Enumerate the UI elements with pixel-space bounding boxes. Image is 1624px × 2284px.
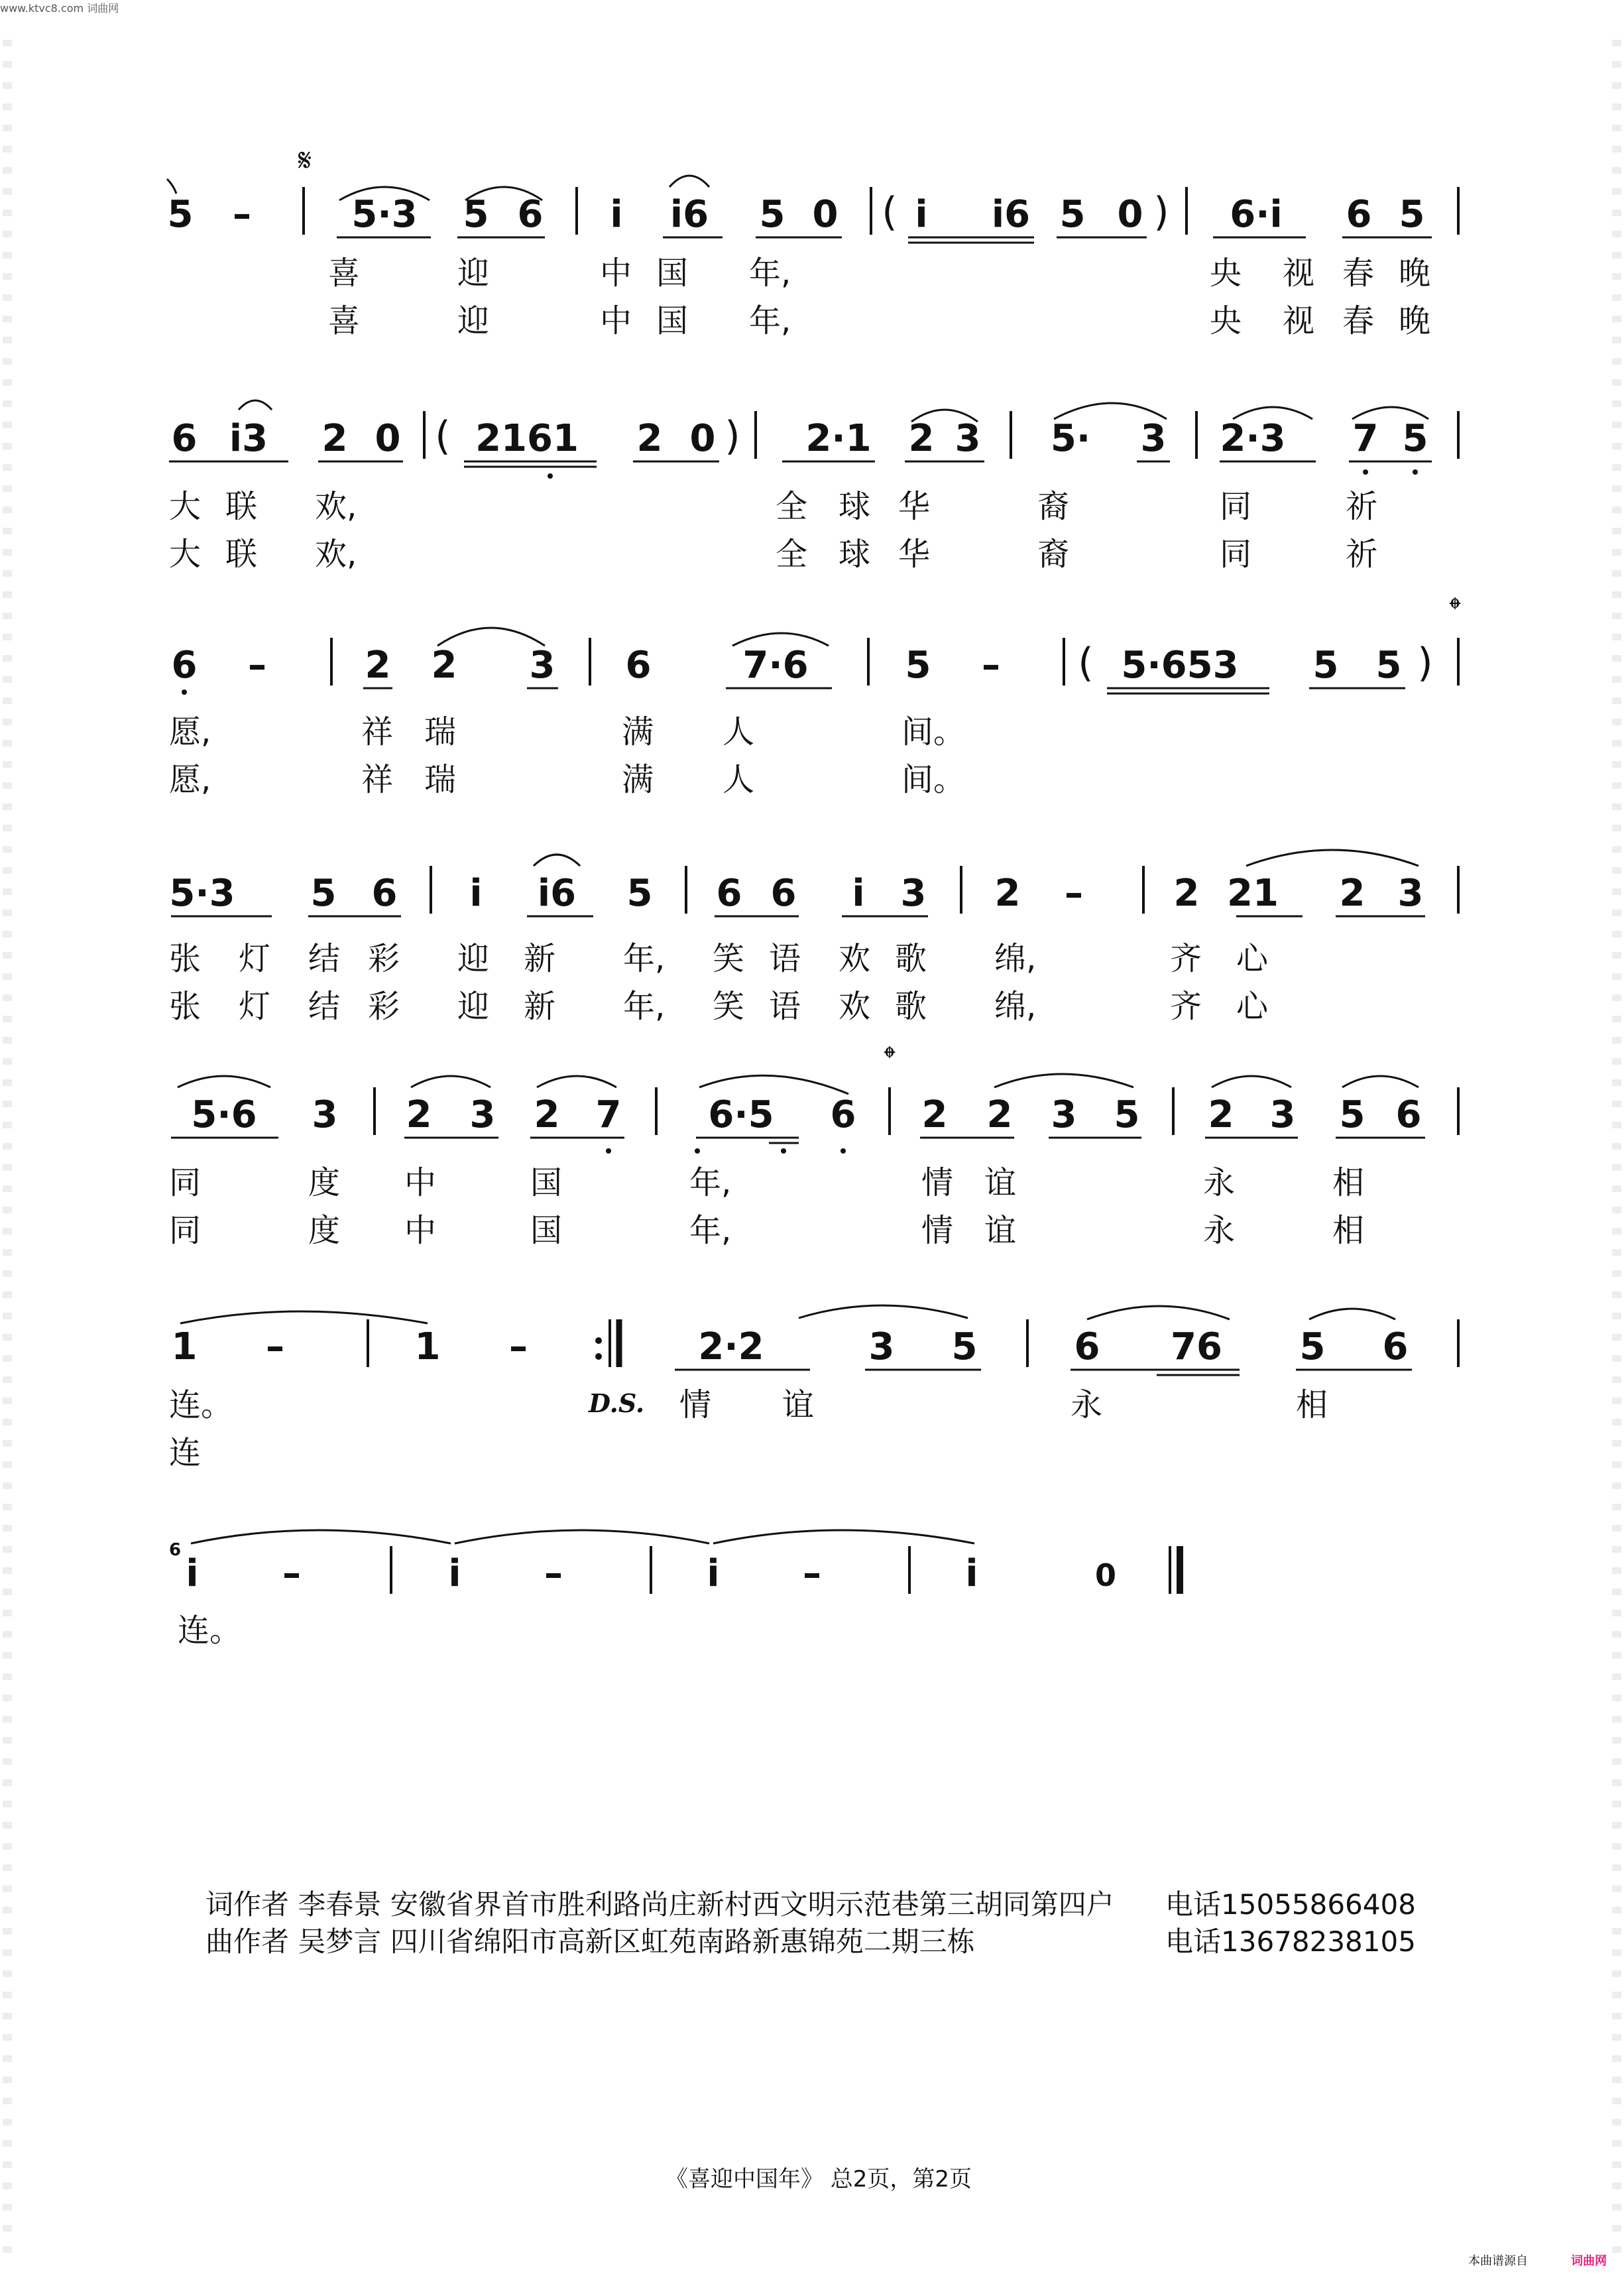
fermata-marker: 6 bbox=[169, 1540, 182, 1560]
slur bbox=[799, 1305, 968, 1318]
segno-icon: 𝄋 bbox=[298, 142, 312, 179]
slur bbox=[994, 1074, 1133, 1087]
slur bbox=[534, 855, 580, 866]
lyric: 欢 bbox=[839, 940, 871, 977]
note: 5 bbox=[1059, 193, 1086, 236]
note: 6·5 bbox=[708, 1093, 774, 1136]
note: i6 bbox=[669, 193, 709, 236]
lyric: 中 bbox=[600, 302, 632, 339]
note: 5·3 bbox=[169, 872, 235, 915]
note: 7·6 bbox=[742, 644, 809, 687]
lyric: 语 bbox=[769, 940, 801, 977]
lyric: 年, bbox=[623, 988, 666, 1025]
lyric: 瑞 bbox=[424, 761, 457, 798]
lyric: 愿, bbox=[169, 713, 211, 751]
note: i6 bbox=[537, 872, 577, 915]
note: 2 bbox=[908, 417, 935, 460]
lyric: 同 bbox=[169, 1164, 202, 1201]
note-dash: – bbox=[982, 644, 1000, 687]
lyric: 满 bbox=[622, 761, 654, 798]
lyric: 彩 bbox=[368, 940, 400, 977]
lyric: 国 bbox=[530, 1212, 563, 1249]
lyric: 中 bbox=[600, 255, 632, 292]
lyric: 祈 bbox=[1346, 536, 1378, 573]
note: 3 bbox=[1140, 417, 1167, 460]
slur bbox=[437, 628, 545, 646]
lyric: 年, bbox=[749, 255, 791, 292]
lyric: 间。 bbox=[901, 761, 966, 798]
note: 6 bbox=[830, 1093, 856, 1136]
note: i bbox=[610, 193, 623, 236]
lyric: 全 bbox=[776, 536, 808, 573]
lyric: 视 bbox=[1283, 302, 1315, 339]
note: 1 bbox=[171, 1325, 198, 1368]
note: 5 bbox=[1402, 417, 1428, 460]
slur bbox=[411, 1076, 491, 1087]
staff-row-1 bbox=[167, 142, 1458, 339]
lyric: 灯 bbox=[239, 940, 271, 977]
note: 2 bbox=[406, 1093, 432, 1136]
note: 2 bbox=[1173, 872, 1200, 915]
lyric: 迎 bbox=[457, 988, 490, 1025]
note: 3 bbox=[955, 417, 981, 460]
lyric: 祥 bbox=[361, 713, 394, 751]
note: 2161 bbox=[475, 417, 579, 460]
lyric: 欢, bbox=[315, 536, 357, 573]
lyric: 迎 bbox=[457, 255, 490, 292]
note: i bbox=[186, 1552, 199, 1595]
lyric: 迎 bbox=[457, 940, 490, 977]
lyric: 情 bbox=[921, 1164, 954, 1201]
note: 5 bbox=[1312, 644, 1339, 687]
lyric: 相 bbox=[1332, 1212, 1365, 1249]
note: 5 bbox=[463, 193, 489, 236]
lyric: 心 bbox=[1236, 988, 1269, 1025]
note: 3 bbox=[1051, 1093, 1077, 1136]
staff-row-3 bbox=[169, 591, 1461, 798]
note: i bbox=[965, 1552, 978, 1595]
note: i bbox=[469, 872, 483, 915]
lyric: 欢 bbox=[839, 988, 871, 1025]
lyric: 喜 bbox=[328, 302, 361, 339]
note: 6·i bbox=[1230, 193, 1283, 236]
lyric: 春 bbox=[1342, 302, 1375, 339]
lyric: 谊 bbox=[782, 1386, 815, 1423]
lyric: 年, bbox=[749, 302, 791, 339]
lyric: 瑞 bbox=[424, 713, 457, 751]
lyric: 国 bbox=[656, 302, 689, 339]
paren-close: ) bbox=[725, 413, 740, 459]
lyric: 结 bbox=[308, 988, 341, 1025]
low-dot bbox=[695, 1148, 700, 1154]
paren-open: ( bbox=[435, 413, 451, 459]
note: 0 bbox=[375, 417, 401, 460]
lyric: 年, bbox=[623, 940, 666, 977]
note: 5 bbox=[167, 193, 194, 236]
note: 3 bbox=[868, 1325, 895, 1368]
note: 6 bbox=[1382, 1325, 1409, 1368]
lyric: 张 bbox=[169, 940, 202, 977]
lyric: 笑 bbox=[713, 988, 745, 1025]
note-dash: – bbox=[544, 1552, 563, 1595]
lyric: 央 bbox=[1210, 302, 1242, 339]
note-dash: – bbox=[803, 1552, 821, 1595]
lyric: 裔 bbox=[1037, 488, 1070, 525]
lyric: 连。 bbox=[169, 1386, 233, 1423]
source-note: 本曲谱源自 bbox=[1468, 2254, 1528, 2268]
note: 5 bbox=[626, 872, 653, 915]
brand-logo-text: 词曲网 bbox=[1571, 2254, 1607, 2268]
note: 6 bbox=[1346, 193, 1372, 236]
slur bbox=[537, 1076, 616, 1087]
note: 6 bbox=[1074, 1325, 1100, 1368]
lyric: 球 bbox=[839, 536, 871, 573]
note: 6 bbox=[517, 193, 544, 236]
lyric: 相 bbox=[1332, 1164, 1365, 1201]
low-dot bbox=[182, 690, 187, 695]
paren-close: ) bbox=[1417, 640, 1433, 686]
note: 3 bbox=[1269, 1093, 1296, 1136]
lyric: 齐 bbox=[1170, 988, 1202, 1025]
lyric: 度 bbox=[308, 1212, 341, 1249]
lyric: 绵, bbox=[994, 988, 1037, 1025]
lyric: 连。 bbox=[178, 1612, 242, 1649]
lyric: 同 bbox=[1220, 488, 1252, 525]
composer-credit: 曲作者 吴梦言 四川省绵阳市高新区虹苑南路新惠锦苑二期三栋 bbox=[205, 1925, 975, 1958]
slur bbox=[1246, 850, 1419, 866]
staff-row-5 bbox=[169, 1040, 1458, 1249]
lyric: 喜 bbox=[328, 255, 361, 292]
lyric: 满 bbox=[622, 713, 654, 751]
lyric: 联 bbox=[225, 488, 258, 525]
note: 6 bbox=[171, 417, 198, 460]
note: 6 bbox=[171, 644, 198, 687]
lyricist-phone: 电话15055866408 bbox=[1165, 1888, 1416, 1921]
tie bbox=[455, 1530, 709, 1543]
staff-row-6 bbox=[169, 1305, 1458, 1471]
note: 6 bbox=[716, 872, 742, 915]
lyric: 情 bbox=[679, 1386, 712, 1423]
lyric: 视 bbox=[1283, 255, 1315, 292]
lyric: 球 bbox=[839, 488, 871, 525]
lyric: 晚 bbox=[1399, 255, 1431, 292]
note: 21 bbox=[1227, 872, 1279, 915]
note: 2·1 bbox=[805, 417, 872, 460]
staff-row-7 bbox=[169, 1530, 1180, 1649]
note: i bbox=[707, 1552, 720, 1595]
note: 5 bbox=[759, 193, 785, 236]
site-header: www.ktvc8.com 词曲网 bbox=[0, 2, 119, 15]
lyricist-credit: 词作者 李春景 安徽省界首市胜利路尚庄新村西文明示范巷第三胡同第四户 bbox=[205, 1888, 1114, 1921]
lyric: 笑 bbox=[713, 940, 745, 977]
note: 0 bbox=[1094, 1557, 1117, 1593]
note: 3 bbox=[529, 644, 555, 687]
note: 2 bbox=[636, 417, 663, 460]
note-dash: – bbox=[509, 1325, 528, 1368]
coda-icon: 𝄌 bbox=[884, 1040, 896, 1077]
slur bbox=[669, 176, 709, 187]
lyric: 心 bbox=[1236, 940, 1269, 977]
low-dot bbox=[606, 1148, 611, 1154]
lyric: 歌 bbox=[895, 988, 927, 1025]
staff-row-4 bbox=[169, 850, 1458, 1025]
lyric: 裔 bbox=[1037, 536, 1070, 573]
lyric: 灯 bbox=[239, 988, 271, 1025]
slur bbox=[178, 1076, 270, 1087]
lyric: 祥 bbox=[361, 761, 394, 798]
note: 3 bbox=[312, 1093, 338, 1136]
note: 5 bbox=[905, 644, 931, 687]
lyric: 春 bbox=[1342, 255, 1375, 292]
note: 5 bbox=[1114, 1093, 1140, 1136]
composer-phone: 电话13678238105 bbox=[1165, 1925, 1416, 1958]
lyric: 连 bbox=[169, 1434, 202, 1471]
note: 2 bbox=[431, 644, 457, 687]
slur bbox=[1309, 1309, 1395, 1319]
note: 2 bbox=[1208, 1093, 1234, 1136]
note: 3 bbox=[469, 1093, 496, 1136]
lyric: 谊 bbox=[984, 1164, 1017, 1201]
credits bbox=[205, 1888, 1416, 1958]
lyric: 华 bbox=[898, 488, 931, 525]
note: 6 bbox=[1395, 1093, 1422, 1136]
lyric: 绵, bbox=[994, 940, 1037, 977]
low-dot bbox=[1413, 469, 1418, 475]
lyric: 谊 bbox=[984, 1212, 1017, 1249]
lyric: 祈 bbox=[1346, 488, 1378, 525]
note: i bbox=[852, 872, 865, 915]
lyric: 全 bbox=[776, 488, 808, 525]
lyric: 迎 bbox=[457, 302, 490, 339]
paren-open: ( bbox=[1078, 640, 1094, 686]
note: 5·653 bbox=[1121, 644, 1239, 687]
lyric: 愿, bbox=[169, 761, 211, 798]
lyric: 新 bbox=[524, 988, 556, 1025]
note: 2·2 bbox=[698, 1325, 764, 1368]
slur bbox=[1087, 1306, 1230, 1319]
note-dash: – bbox=[1065, 872, 1083, 915]
lyric: 央 bbox=[1210, 255, 1242, 292]
lyric: 度 bbox=[308, 1164, 341, 1201]
lyric: 人 bbox=[723, 761, 755, 798]
note: 6 bbox=[770, 872, 797, 915]
lyric: 欢, bbox=[315, 488, 357, 525]
low-dot bbox=[1363, 469, 1368, 475]
lyric: 永 bbox=[1071, 1386, 1103, 1423]
note: 2 bbox=[534, 1093, 560, 1136]
lyric: 中 bbox=[404, 1212, 437, 1249]
paren-close: ) bbox=[1153, 189, 1169, 235]
lyric: 年, bbox=[689, 1164, 732, 1201]
tie bbox=[191, 1530, 451, 1543]
note: i bbox=[448, 1552, 461, 1595]
note: 2 bbox=[994, 872, 1021, 915]
lyric: 晚 bbox=[1399, 302, 1431, 339]
lyric: 相 bbox=[1296, 1386, 1328, 1423]
note: 5 bbox=[951, 1325, 978, 1368]
note: 2 bbox=[1339, 872, 1365, 915]
low-dot bbox=[781, 1148, 786, 1154]
note: 2 bbox=[321, 417, 348, 460]
lyric: 国 bbox=[656, 255, 689, 292]
note-dash: – bbox=[233, 193, 251, 236]
lyric: 新 bbox=[524, 940, 556, 977]
tie bbox=[180, 1311, 428, 1323]
note: 3 bbox=[1397, 872, 1424, 915]
lyric: 永 bbox=[1203, 1164, 1236, 1201]
note: i3 bbox=[229, 417, 268, 460]
note: 7 bbox=[595, 1093, 622, 1136]
repeat-dot bbox=[595, 1353, 602, 1360]
slur bbox=[239, 400, 272, 410]
lyric: 年, bbox=[689, 1212, 732, 1249]
tie-in-slur bbox=[167, 179, 176, 194]
lyric: 大 bbox=[169, 536, 202, 573]
note: 5·3 bbox=[351, 193, 418, 236]
lyric: 永 bbox=[1203, 1212, 1236, 1249]
note: i6 bbox=[991, 193, 1031, 236]
low-dot bbox=[548, 473, 553, 479]
page-footer: 《喜迎中国年》 总2页，第2页 bbox=[665, 2166, 972, 2193]
note-dash: – bbox=[248, 644, 266, 687]
note: 5 bbox=[310, 872, 337, 915]
staff-row-2 bbox=[169, 400, 1458, 573]
repeat-dot bbox=[595, 1337, 602, 1344]
lyric: 华 bbox=[898, 536, 931, 573]
note: 6 bbox=[371, 872, 398, 915]
note: 5· bbox=[1050, 417, 1091, 460]
note: 5 bbox=[1299, 1325, 1326, 1368]
lyric: 同 bbox=[1220, 536, 1252, 573]
note: 5 bbox=[1399, 193, 1425, 236]
lyric: 情 bbox=[921, 1212, 954, 1249]
lyric: 歌 bbox=[895, 940, 927, 977]
note: 2 bbox=[921, 1093, 948, 1136]
lyric: 张 bbox=[169, 988, 202, 1025]
lyric: 联 bbox=[225, 536, 258, 573]
note: 2·3 bbox=[1220, 417, 1286, 460]
lyric: 中 bbox=[404, 1164, 437, 1201]
lyric: 语 bbox=[769, 988, 801, 1025]
note: 5 bbox=[1339, 1093, 1365, 1136]
note: 0 bbox=[689, 417, 716, 460]
lyric: 齐 bbox=[1170, 940, 1202, 977]
slur bbox=[1342, 1076, 1419, 1087]
note: 6 bbox=[625, 644, 652, 687]
note: 1 bbox=[414, 1325, 441, 1368]
note: 0 bbox=[812, 193, 839, 236]
slur bbox=[1212, 1076, 1291, 1087]
lyric: 彩 bbox=[368, 988, 400, 1025]
low-dot bbox=[841, 1148, 846, 1154]
lyric: 国 bbox=[530, 1164, 563, 1201]
tie bbox=[713, 1530, 974, 1543]
lyric: 同 bbox=[169, 1212, 202, 1249]
lyric: 间。 bbox=[901, 713, 966, 751]
note: 2 bbox=[986, 1093, 1013, 1136]
paren-open: ( bbox=[882, 189, 898, 235]
note: 5·6 bbox=[191, 1093, 257, 1136]
lyric: 人 bbox=[723, 713, 755, 751]
note: 2 bbox=[365, 644, 391, 687]
note: 7 bbox=[1352, 417, 1379, 460]
lyric: 大 bbox=[169, 488, 202, 525]
note: 0 bbox=[1117, 193, 1143, 236]
coda-icon: 𝄌 bbox=[1449, 591, 1461, 628]
note: i bbox=[915, 193, 928, 236]
note-dash: – bbox=[266, 1325, 284, 1368]
slur bbox=[699, 1075, 848, 1094]
lyric: 结 bbox=[308, 940, 341, 977]
note: 3 bbox=[900, 872, 927, 915]
note: 5 bbox=[1375, 644, 1402, 687]
note-dash: – bbox=[282, 1552, 301, 1595]
ds-marking: D.S. bbox=[589, 1388, 645, 1418]
note: 76 bbox=[1171, 1325, 1222, 1368]
